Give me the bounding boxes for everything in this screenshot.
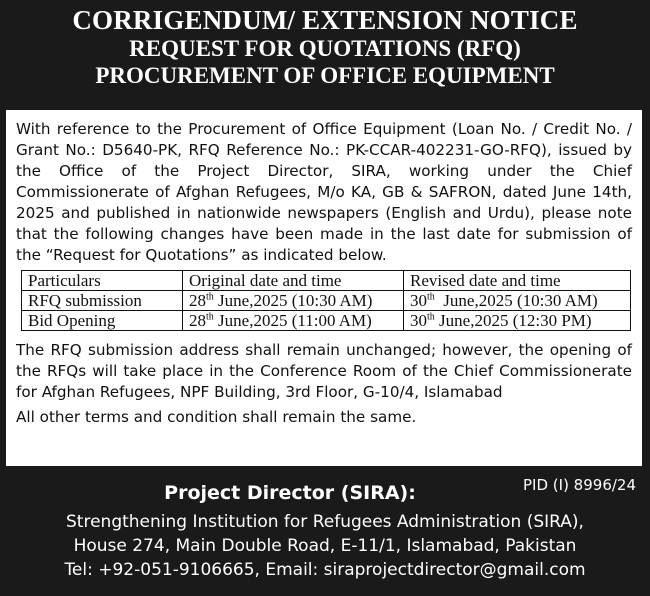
terms-paragraph: All other terms and condition shall remain the same. bbox=[16, 408, 417, 426]
column-header-particulars: Particulars bbox=[22, 271, 183, 291]
original-day: 28 bbox=[189, 291, 206, 310]
revised-date-rest: June,2025 (10:30 AM) bbox=[434, 291, 598, 310]
notice-subject: PROCUREMENT OF OFFICE EQUIPMENT bbox=[95, 63, 555, 88]
row-particular: Bid Opening bbox=[22, 311, 183, 331]
original-day: 28 bbox=[189, 311, 206, 330]
notice-subtitle: REQUEST FOR QUOTATIONS (RFQ) bbox=[129, 36, 521, 61]
column-header-original: Original date and time bbox=[183, 271, 404, 291]
organization-name: Strengthening Institution for Refugees Administration (SIRA), bbox=[66, 512, 584, 532]
table-row bbox=[22, 291, 631, 311]
reference-paragraph: With reference to the Procurement of Office Equipment (Loan No. / Credit No. / Grant No.: D5640-PK, RFQ Reference No.: PK-CCAR-402231-GO-RFQ), issued by the Office of the Project Director, SIRA, working under the Chief Commissionerate of Afghan Refugees, M/o KA, GB & SAFRON, dated June 14th, 2025 and published in nationwide newspapers (English and Urdu), please note that the following changes have been made in the last date for submission of the “Request for Quotations” as indicated below. bbox=[16, 120, 632, 264]
row-original-date bbox=[183, 291, 404, 311]
original-date-rest: June,2025 (11:00 AM) bbox=[213, 311, 372, 330]
address-paragraph: The RFQ submission address shall remain unchanged; however, the opening of the RFQs will take place in the Conference Room of the Chief Commissionerate for Afghan Refugees, NPF Building, 3rd Floor, G-10/4, Islamabad bbox=[16, 341, 632, 401]
postal-address: House 274, Main Double Road, E-11/1, Islamabad, Pakistan bbox=[73, 536, 577, 556]
original-date-rest: June,2025 (10:30 AM) bbox=[213, 291, 373, 310]
revised-date-rest: June,2025 (12:30 PM) bbox=[434, 311, 592, 330]
original-day-suffix: th bbox=[206, 291, 214, 303]
row-particular: RFQ submission bbox=[22, 291, 183, 311]
revised-day: 30 bbox=[410, 311, 427, 330]
column-header-revised: Revised date and time bbox=[404, 271, 631, 291]
revised-day: 30 bbox=[410, 291, 427, 310]
revised-day-suffix: th bbox=[427, 291, 435, 303]
original-day-suffix: th bbox=[206, 311, 214, 323]
notice-body bbox=[6, 110, 642, 466]
notice-footer bbox=[0, 466, 650, 596]
pid-number: PID (I) 8996/24 bbox=[523, 476, 636, 494]
notice-title: CORRIGENDUM/ EXTENSION NOTICE bbox=[72, 5, 578, 35]
row-revised-date bbox=[404, 291, 631, 311]
notice-header bbox=[0, 0, 650, 89]
project-director-heading: Project Director (SIRA): bbox=[164, 482, 416, 504]
revised-day-suffix: th bbox=[427, 311, 435, 323]
row-original-date bbox=[183, 311, 404, 331]
table-header-row bbox=[22, 271, 631, 291]
table-row bbox=[22, 311, 631, 331]
dates-table bbox=[21, 270, 631, 331]
contact-details: Tel: +92-051-9106665, Email: siraprojectdirector@gmail.com bbox=[64, 560, 586, 580]
row-revised-date bbox=[404, 311, 631, 331]
